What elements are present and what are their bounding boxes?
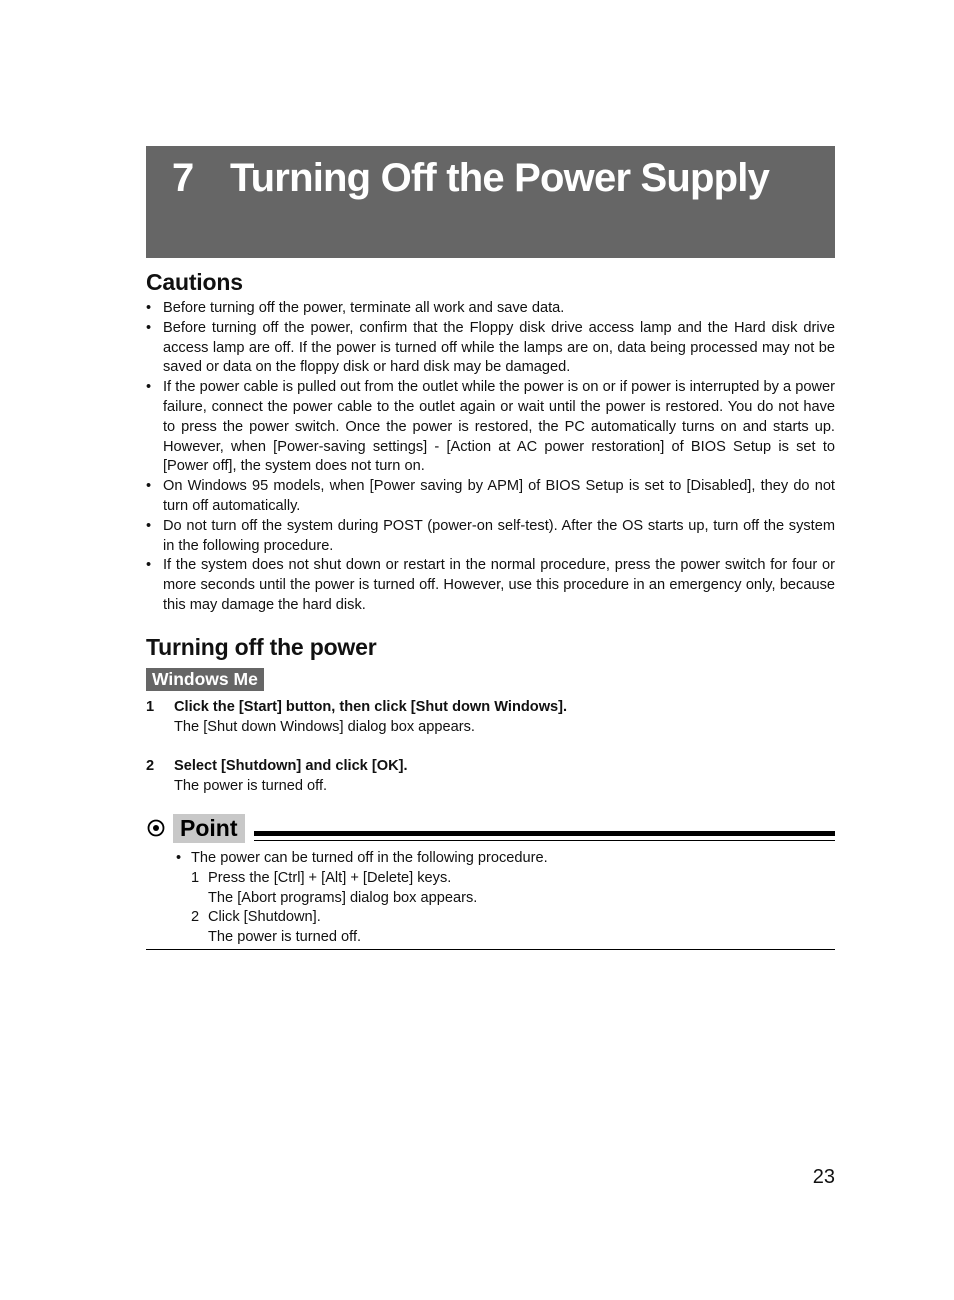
point-body bbox=[146, 849, 835, 950]
chapter-number: 7 bbox=[172, 156, 194, 200]
turning-off-heading: Turning off the power bbox=[146, 634, 377, 660]
step-result: The [Shut down Windows] dialog box appears. bbox=[174, 719, 475, 735]
point-rule-thin bbox=[254, 840, 835, 841]
cautions-heading: Cautions bbox=[146, 269, 243, 295]
step-result: The power is turned off. bbox=[174, 778, 328, 794]
bullet-glyph: • bbox=[176, 850, 182, 866]
step-number: 1 bbox=[146, 699, 155, 715]
point-bullet-text: The power can be turned off in the following procedure. bbox=[191, 850, 548, 866]
point-header bbox=[146, 813, 835, 845]
cautions-list bbox=[146, 299, 835, 616]
caution-item: • If the system does not shut down or restart in the normal procedure, press the power switch for four or more seconds until the power is turned off. However, use this procedure in an emergency only, because this may damage the hard disk. bbox=[146, 556, 835, 615]
caution-item: • On Windows 95 models, when [Power saving by APM] of BIOS Setup is set to [Disabled], they do not turn off automatically. bbox=[146, 477, 835, 517]
chapter-title: Turning Off the Power Supply bbox=[230, 156, 770, 200]
caution-item: • Before turning off the power, confirm that the Floppy disk drive access lamp and the Hard disk drive access lamp are off. If the power is turned off while the lamps are on, data being processed may not be saved or data on the floppy disk or hard disk may be damaged. bbox=[146, 319, 835, 378]
substep-number: 1 bbox=[191, 870, 200, 886]
caution-item: • If the power cable is pulled out from the outlet while the power is on or if power is interrupted by a power failure, connect the power cable to the outlet again or wait until the power is restored. You do not have to press the power switch. Once the power is restored, the PC automatically turns on and starts up. However, when [Power-saving settings] - [Action at AC power restoration] of BIOS Setup is set to [Power off], the system does not turn on. bbox=[146, 378, 835, 477]
step-number: 2 bbox=[146, 758, 155, 774]
step-instruction: Click the [Start] button, then click [Shut down Windows]. bbox=[174, 699, 568, 715]
point-label: Point bbox=[173, 814, 245, 843]
step-instruction: Select [Shutdown] and click [OK]. bbox=[174, 758, 408, 774]
caution-item: • Do not turn off the system during POST (power-on self-test). After the OS starts up, turn off the system in the following procedure. bbox=[146, 517, 835, 557]
substep-result: The [Abort programs] dialog box appears. bbox=[208, 890, 478, 906]
os-tag-windows-me: Windows Me bbox=[146, 668, 264, 691]
substep-result: The power is turned off. bbox=[208, 929, 362, 945]
substep-text: Click [Shutdown]. bbox=[208, 909, 321, 925]
substep-number: 2 bbox=[191, 909, 200, 925]
substep-text: Press the [Ctrl] + [Alt] + [Delete] keys. bbox=[208, 870, 452, 886]
caution-item: • Before turning off the power, terminate all work and save data. bbox=[146, 299, 835, 319]
chapter-banner bbox=[146, 146, 835, 258]
point-rule-thick bbox=[254, 831, 835, 836]
target-icon bbox=[147, 819, 165, 837]
page-number: 23 bbox=[812, 1166, 835, 1188]
